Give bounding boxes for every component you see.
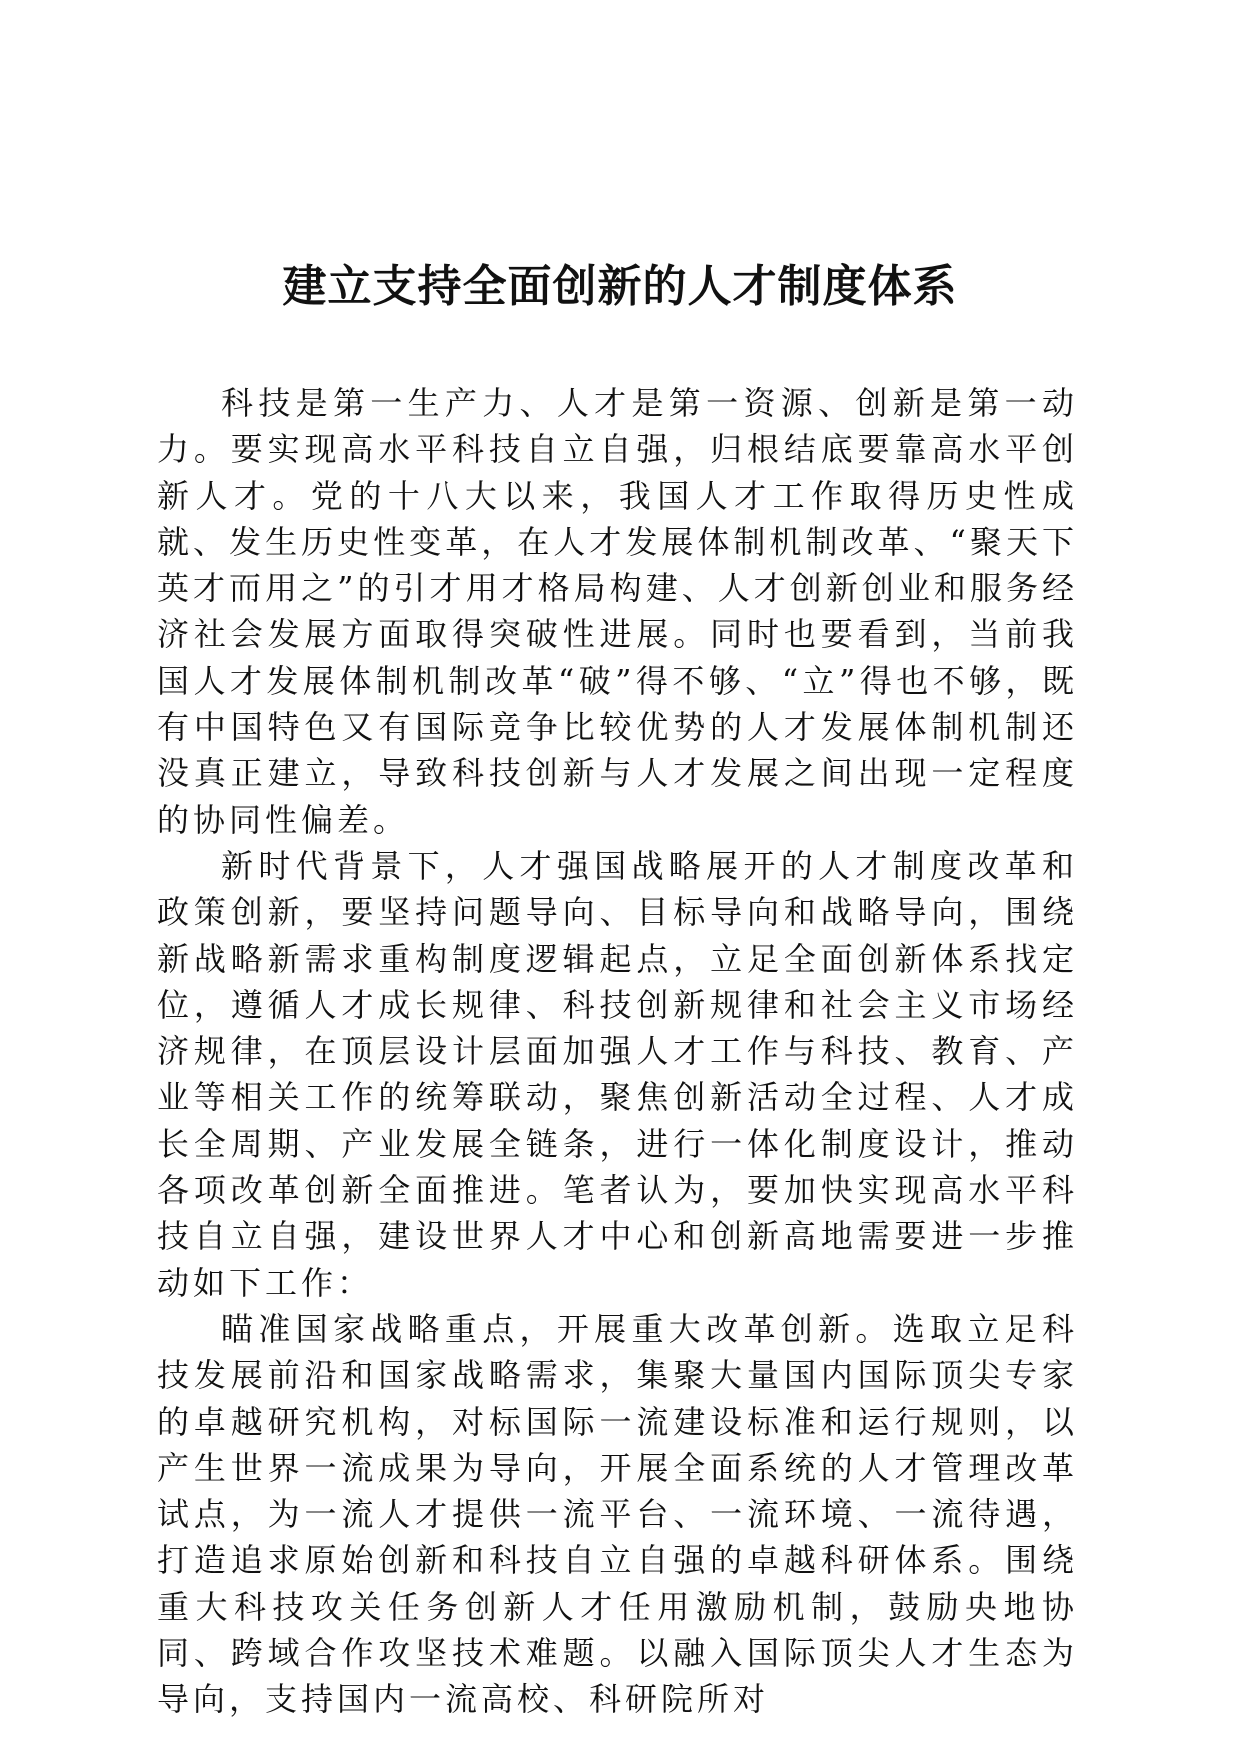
document-title: 建立支持全面创新的人才制度体系 xyxy=(282,261,958,313)
paragraph-2: 新时代背景下，人才强国战略展开的人才制度改革和政策创新，要坚持问题导向、目标导向和战略导向，围绕新战略新需求重构制度逻辑起点，立足全面创新体系找定位，遵循人才成长规律、科技创新规律和社会主义市场经济规律，在顶层设计层面加强人才工作与科技、教育、产业等相关工作的统筹联动，聚焦创新活动全过程、人才成长全周期、产业发展全链条，进行一体化制度设计，推动各项改革创新全面推进。笔者认为，要加快实现高水平科技自立自强，建设世界人才中心和创新高地需要进一步推动如下工作： xyxy=(157,846,1078,1302)
paragraph-1: 科技是第一生产力、人才是第一资源、创新是第一动力。要实现高水平科技自立自强，归根结底要靠高水平创新人才。党的十八大以来，我国人才工作取得历史性成就、发生历史性变革，在人才发展体制机制改革、“聚天下英才而用之”的引才用才格局构建、人才创新创业和服务经济社会发展方面取得突破性进展。同时也要看到，当前我国人才发展体制机制改革“破”得不够、“立”得也不够，既有中国特色又有国际竞争比较优势的人才发展体制机制还没真正建立，导致科技创新与人才发展之间出现一定程度的协同性偏差。 xyxy=(157,384,1078,839)
document-body xyxy=(157,380,1078,1723)
paragraph-3: 瞄准国家战略重点，开展重大改革创新。选取立足科技发展前沿和国家战略需求，集聚大量国内国际顶尖专家的卓越研究机构，对标国际一流建设标准和运行规则，以产生世界一流成果为导向，开展全面系统的人才管理改革试点，为一流人才提供一流平台、一流环境、一流待遇，打造追求原始创新和科技自立自强的卓越科研体系。围绕重大科技攻关任务创新人才任用激励机制，鼓励央地协同、跨域合作攻坚技术难题。以融入国际顶尖人才生态为导向，支持国内一流高校、科研院所对 xyxy=(157,1309,1078,1719)
